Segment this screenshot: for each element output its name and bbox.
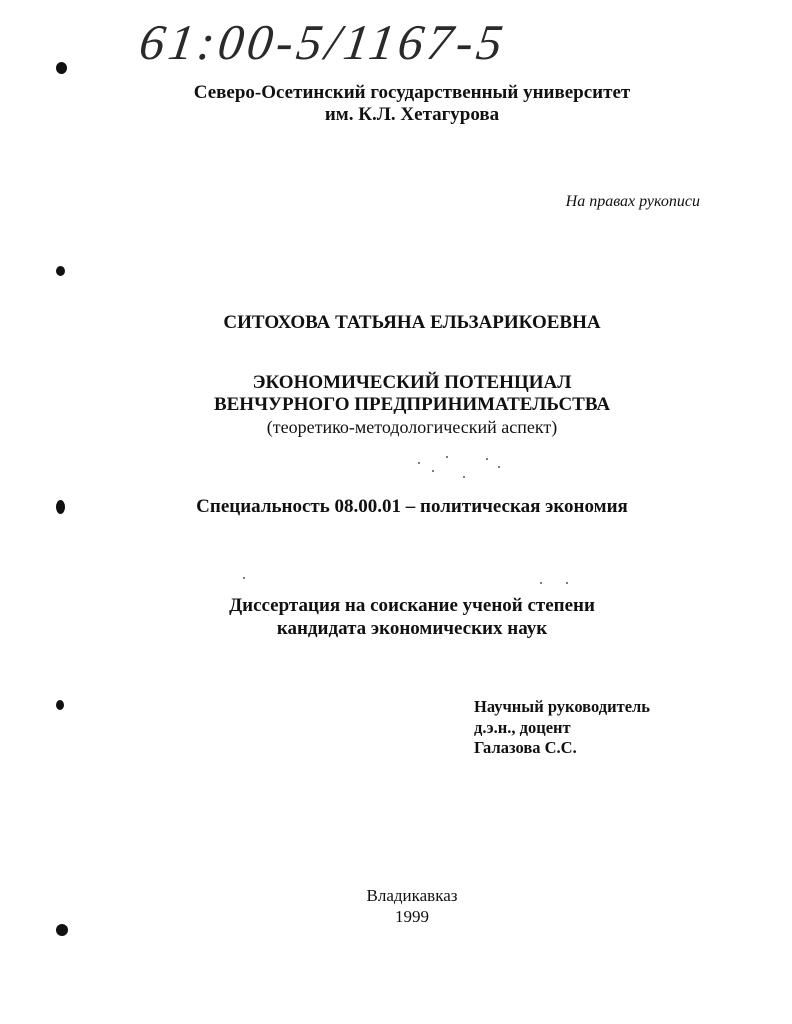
scan-speck: [566, 582, 568, 584]
title-line-1: ЭКОНОМИЧЕСКИЙ ПОТЕНЦИАЛ: [252, 372, 572, 393]
punch-hole-mark: [56, 266, 65, 276]
university-name: Северо-Осетинский государственный университет: [193, 82, 631, 103]
punch-hole-mark: [56, 62, 67, 74]
city: Владикавказ: [366, 886, 458, 905]
advisor-name: Галазова С.С.: [474, 738, 577, 757]
scan-speck: [418, 462, 420, 464]
scan-speck: [446, 456, 448, 458]
manuscript-rights-note: На правах рукописи: [565, 193, 700, 210]
scan-speck: [463, 476, 465, 478]
advisor-credentials: д.э.н., доцент: [474, 718, 571, 737]
scan-speck: [243, 577, 245, 579]
scan-speck: [498, 466, 500, 468]
university-named-after: им. К.Л. Хетагурова: [324, 104, 500, 125]
year: 1999: [395, 907, 429, 926]
author-name: СИТОХОВА ТАТЬЯНА ЕЛЬЗАРИКОЕВНА: [223, 312, 601, 333]
specialty: Специальность 08.00.01 – политическая экономия: [196, 496, 628, 517]
scan-speck: [432, 470, 434, 472]
scan-speck: [486, 458, 488, 460]
punch-hole-mark: [56, 700, 64, 710]
title-subtitle: (теоретико-методологический аспект): [266, 417, 558, 437]
title-line-2: ВЕНЧУРНОГО ПРЕДПРИНИМАТЕЛЬСТВА: [213, 394, 611, 415]
degree-line-2: кандидата экономических наук: [276, 618, 548, 639]
degree-line-1: Диссертация на соискание ученой степени: [229, 595, 595, 616]
scan-speck: [540, 582, 542, 584]
handwritten-catalog-number: 61:00-5/1167-5: [136, 14, 511, 70]
advisor-role: Научный руководитель: [474, 697, 650, 716]
